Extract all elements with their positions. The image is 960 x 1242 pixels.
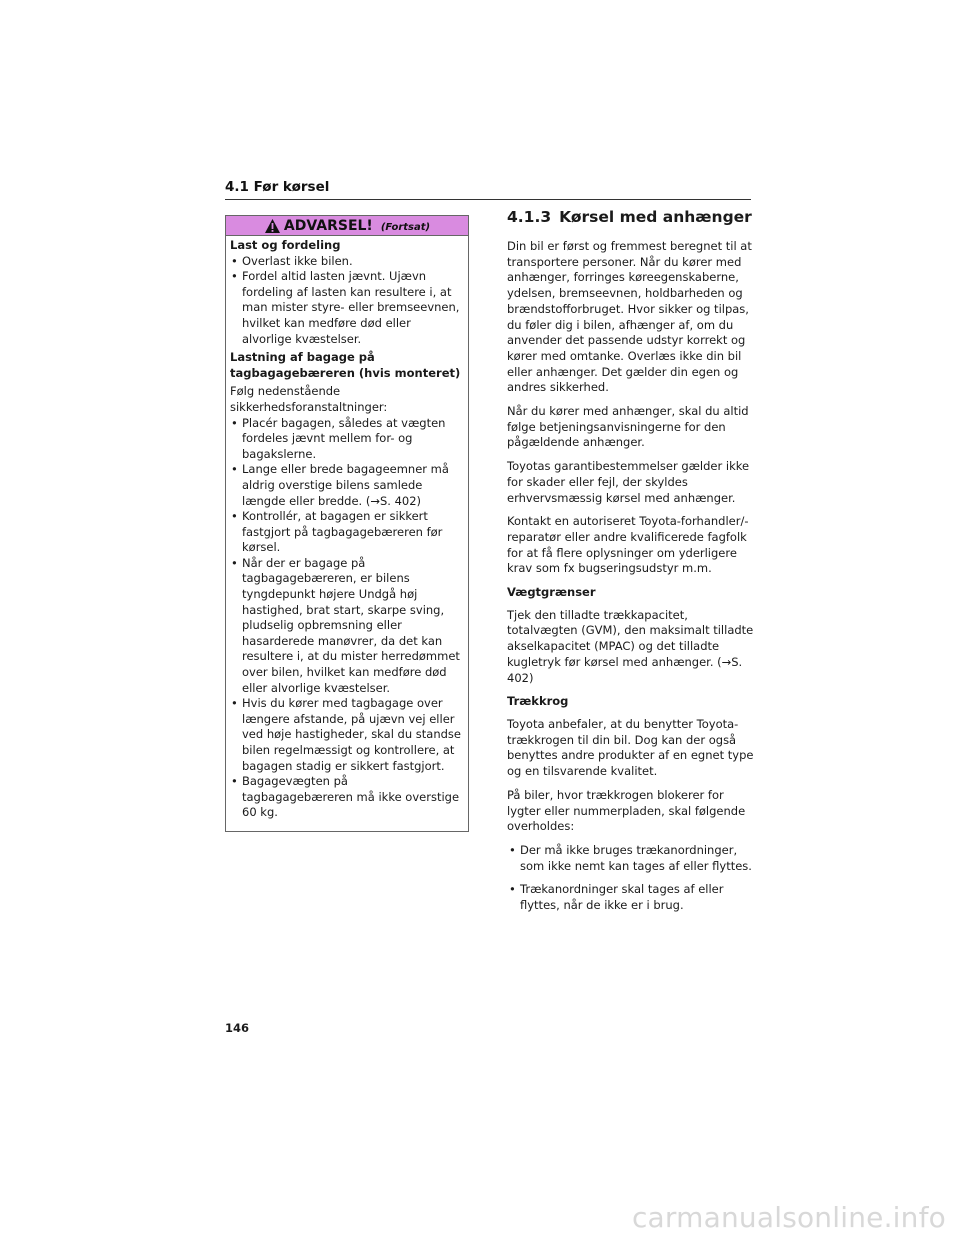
list-item: • Bagagevægten på tagbagagebæreren må ikke overstige 60 kg. bbox=[230, 774, 462, 821]
list-item: • Der må ikke bruges trækanordninger, som ikke nemt kan tages af eller flyttes. bbox=[507, 843, 755, 874]
warning-body bbox=[226, 236, 468, 821]
section-header: 4.1 Før kørsel bbox=[225, 179, 330, 195]
warning-list bbox=[230, 416, 462, 821]
paragraph: Når du kører med anhænger, skal du altid følge betjeningsanvisningerne for den pågældende anhænger. bbox=[507, 404, 749, 450]
page-number: 146 bbox=[225, 1021, 250, 1035]
section-divider bbox=[225, 199, 751, 200]
weight-heading: Vægtgrænser bbox=[507, 585, 596, 600]
paragraph: Toyotas garantibestemmelser gælder ikke for skader eller fejl, der skyldes erhvervsmæssig kørsel med anhænger. bbox=[507, 459, 750, 505]
warning-title: ADVARSEL! bbox=[283, 217, 373, 234]
heading-title: Kørsel med anhænger bbox=[559, 208, 752, 226]
warning-subheading: Lastning af bagage på tagbagagebæreren (hvis monteret) bbox=[230, 350, 461, 380]
paragraph: Din bil er først og fremmest beregnet til at transportere personer. Når du kører med anhænger, forringes køreegenskaberne, ydelsen, bremseevnen, holdbarheden og brændstofforbruget. Hvor sikker og tilpas, du føler dig i bilen, afhænger af, om du anvender det passende udstyr korrekt og kører med omtanke. Overlæs ikke din bil eller anhænger. Det gælder din egen og andres sikkerhed. bbox=[507, 239, 752, 395]
main-column bbox=[507, 207, 755, 922]
list-item: • Kontrollér, at bagagen er sikkert fastgjort på tagbagagebæreren før kørsel. bbox=[230, 509, 462, 556]
warning-box bbox=[225, 215, 469, 832]
warning-subheading: Last og fordeling bbox=[230, 238, 341, 252]
paragraph: Toyota anbefaler, at du benytter Toyota-trækkrogen til din bil. Dog kan der også benyttes andre produkter af en egnet type og en tilsvarende kvalitet. bbox=[507, 716, 754, 779]
warning-triangle-icon bbox=[264, 218, 281, 234]
warning-intro: Følg nedenstående sikkerhedsforanstaltninger: bbox=[230, 384, 388, 414]
warning-header bbox=[226, 216, 468, 236]
list-item: • Fordel altid lasten jævnt. Ujævn fordeling af lasten kan resultere i, at man mister styre- eller bremseevnen, hvilket kan medføre død eller alvorlige kvæstelser. bbox=[230, 269, 462, 347]
list-item: • Trækanordninger skal tages af eller flyttes, når de ikke er i brug. bbox=[507, 882, 755, 913]
heading-number: 4.1.3 bbox=[507, 208, 552, 226]
list-item: • Lange eller brede bagageemner må aldrig overstige bilens samlede længde eller bredde. (→S. 402) bbox=[230, 462, 462, 509]
warning-continued: (Fortsat) bbox=[380, 221, 431, 233]
watermark: carmanualsonline.info bbox=[631, 1201, 946, 1234]
hook-heading: Trækkrog bbox=[507, 694, 569, 709]
list-item: • Overlast ikke bilen. bbox=[230, 254, 462, 270]
warning-list bbox=[230, 254, 462, 348]
hook-list bbox=[507, 843, 755, 914]
list-item: • Hvis du kører med tagbagage over længere afstande, på ujævn vej eller ved høje hastigheder, skal du standse bilen regelmæssigt og kontrollere, at bagagen stadig er sikkert fastgjort. bbox=[230, 696, 462, 774]
list-item: • Placér bagagen, således at vægten fordeles jævnt mellem for- og bagakslerne. bbox=[230, 416, 462, 463]
paragraph: Tjek den tilladte trækkapacitet, totalvægten (GVM), den maksimalt tilladte akselkapacitet (MPAC) og det tilladte kugletryk før kørsel med anhænger. (→S. 402) bbox=[507, 607, 754, 685]
paragraph: Kontakt en autoriseret Toyota-forhandler/-reparatør eller andre kvalificerede fagfolk for at få flere oplysninger om yderligere krav som fx bugseringsudstyr m.m. bbox=[507, 514, 749, 576]
list-item: • Når der er bagage på tagbagagebæreren, er bilens tyngdepunkt højere Undgå høj hastighed, brat start, skarpe sving, pludselig opbremsning eller hasarderede manøvrer, da det kan resultere i, at du mister herredømmet over bilen, hvilket kan medføre død eller alvorlige kvæstelser. bbox=[230, 556, 462, 696]
paragraph: På biler, hvor trækkrogen blokerer for lygter eller nummerpladen, skal følgende overholdes: bbox=[507, 787, 746, 834]
page-title bbox=[507, 207, 755, 227]
